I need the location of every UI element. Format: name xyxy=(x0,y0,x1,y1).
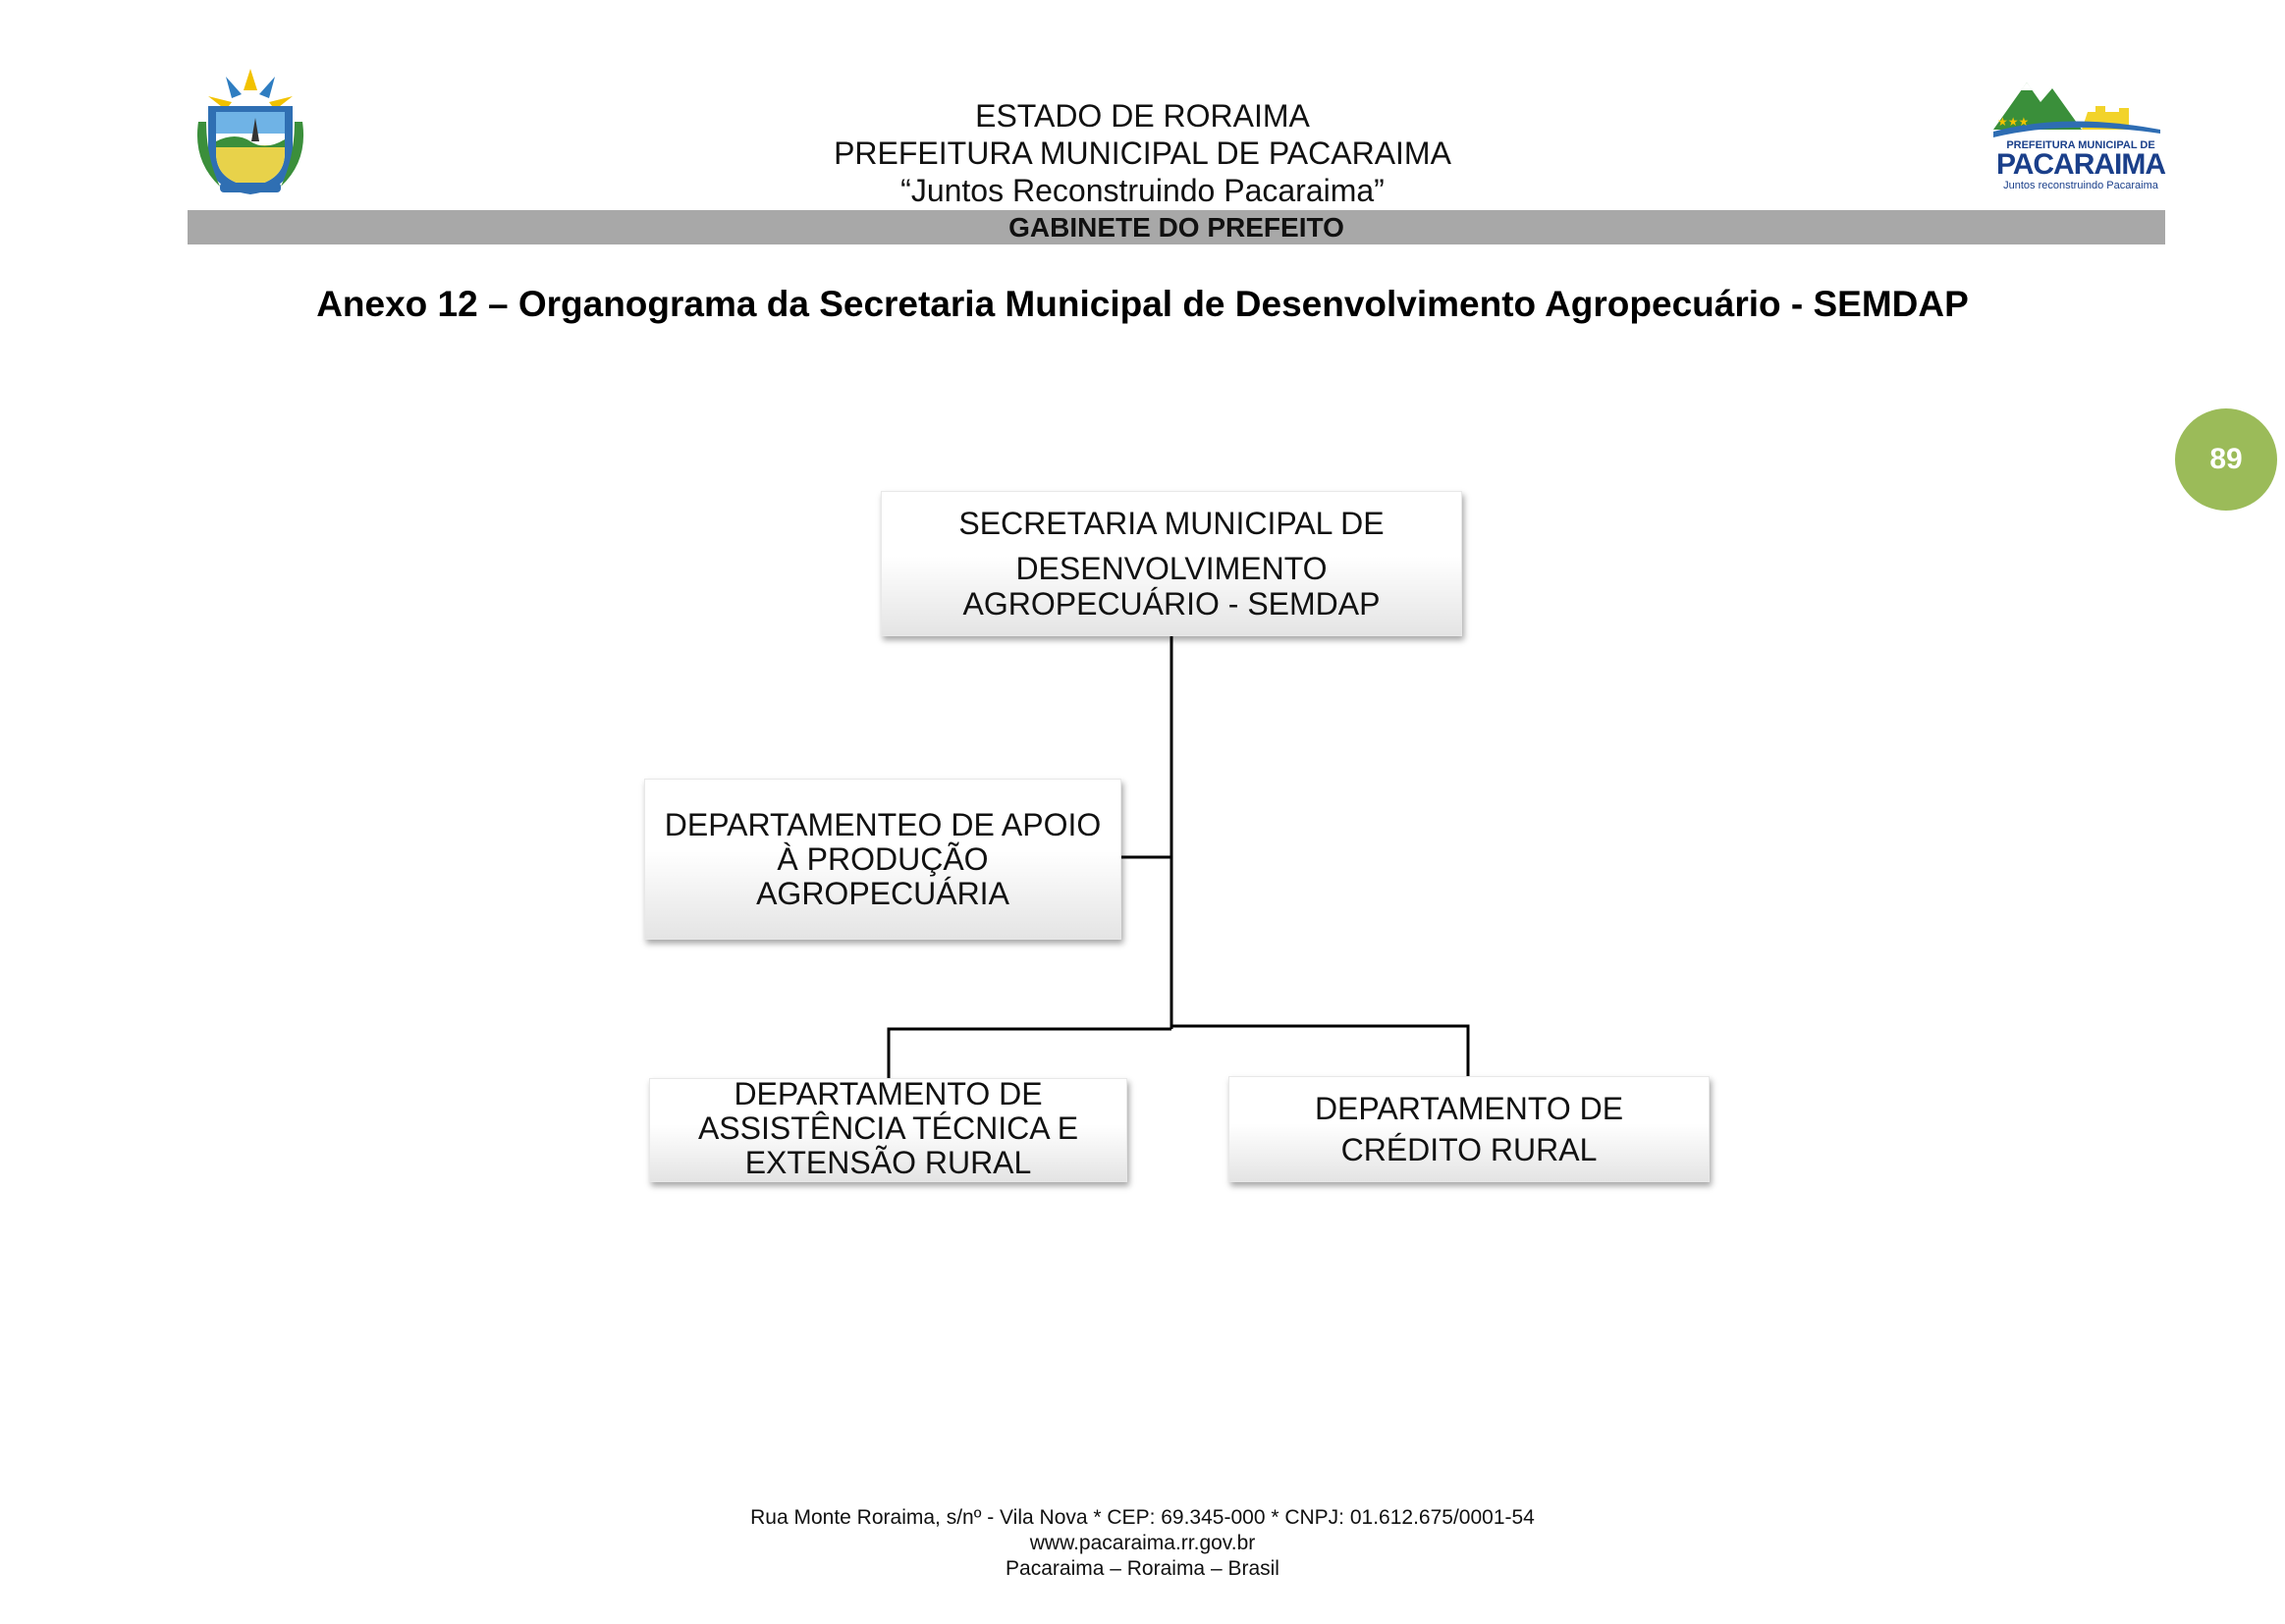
connector-tech xyxy=(889,1029,1171,1078)
connector-credit xyxy=(1171,1026,1468,1076)
org-credit-line-2: CRÉDITO RURAL xyxy=(1340,1132,1598,1167)
page-title: Anexo 12 – Organograma da Secretaria Municipal de Desenvolvimento Agropecuário - SEMDAP xyxy=(316,284,1969,324)
footer-address: Rua Monte Roraima, s/nº - Vila Nova * CEP: 69.345-000 * CNPJ: 01.612.675/0001-54 xyxy=(750,1506,1535,1529)
header-slogan: “Juntos Reconstruindo Pacaraima” xyxy=(900,173,1385,208)
header-state: ESTADO DE RORAIMA xyxy=(975,98,1310,134)
org-credit-line-1: DEPARTAMENTO DE xyxy=(1314,1091,1624,1126)
org-support-line-1: DEPARTAMENTEO DE APOIO xyxy=(664,806,1102,842)
org-box-secretaria[interactable] xyxy=(881,491,1462,636)
org-box-apoio-producao[interactable] xyxy=(644,779,1121,940)
org-root-line-1: SECRETARIA MUNICIPAL DE xyxy=(958,506,1385,541)
page-number-badge: 89 xyxy=(2175,408,2277,511)
org-root-line-2: DESENVOLVIMENTO xyxy=(1015,551,1328,586)
org-box-assistencia-tecnica[interactable] xyxy=(649,1075,1127,1182)
org-support-line-2: À PRODUÇÃO xyxy=(777,840,989,877)
org-tech-line-2: ASSISTÊNCIA TÉCNICA E xyxy=(697,1110,1079,1146)
logo-tagline: Juntos reconstruindo Pacaraima xyxy=(2003,180,2158,191)
svg-text:★★★: ★★★ xyxy=(1997,115,2030,129)
org-box-credito-rural[interactable] xyxy=(1228,1076,1710,1182)
footer-location: Pacaraima – Roraima – Brasil xyxy=(1006,1557,1279,1580)
logo-brand: PACARAIMA xyxy=(1995,148,2166,181)
office-bar: GABINETE DO PREFEITO xyxy=(188,210,2165,244)
org-root-line-3: AGROPECUÁRIO - SEMDAP xyxy=(962,586,1381,622)
header-municipality: PREFEITURA MUNICIPAL DE PACARAIMA xyxy=(834,135,1451,171)
footer-website[interactable]: www.pacaraima.rr.gov.br xyxy=(1029,1532,1256,1554)
org-tech-line-3: EXTENSÃO RURAL xyxy=(744,1144,1032,1180)
org-tech-line-1: DEPARTAMENTO DE xyxy=(734,1075,1043,1111)
org-support-line-3: AGROPECUÁRIA xyxy=(756,875,1009,911)
logo-top-text: PREFEITURA MUNICIPAL DE xyxy=(2006,139,2155,151)
